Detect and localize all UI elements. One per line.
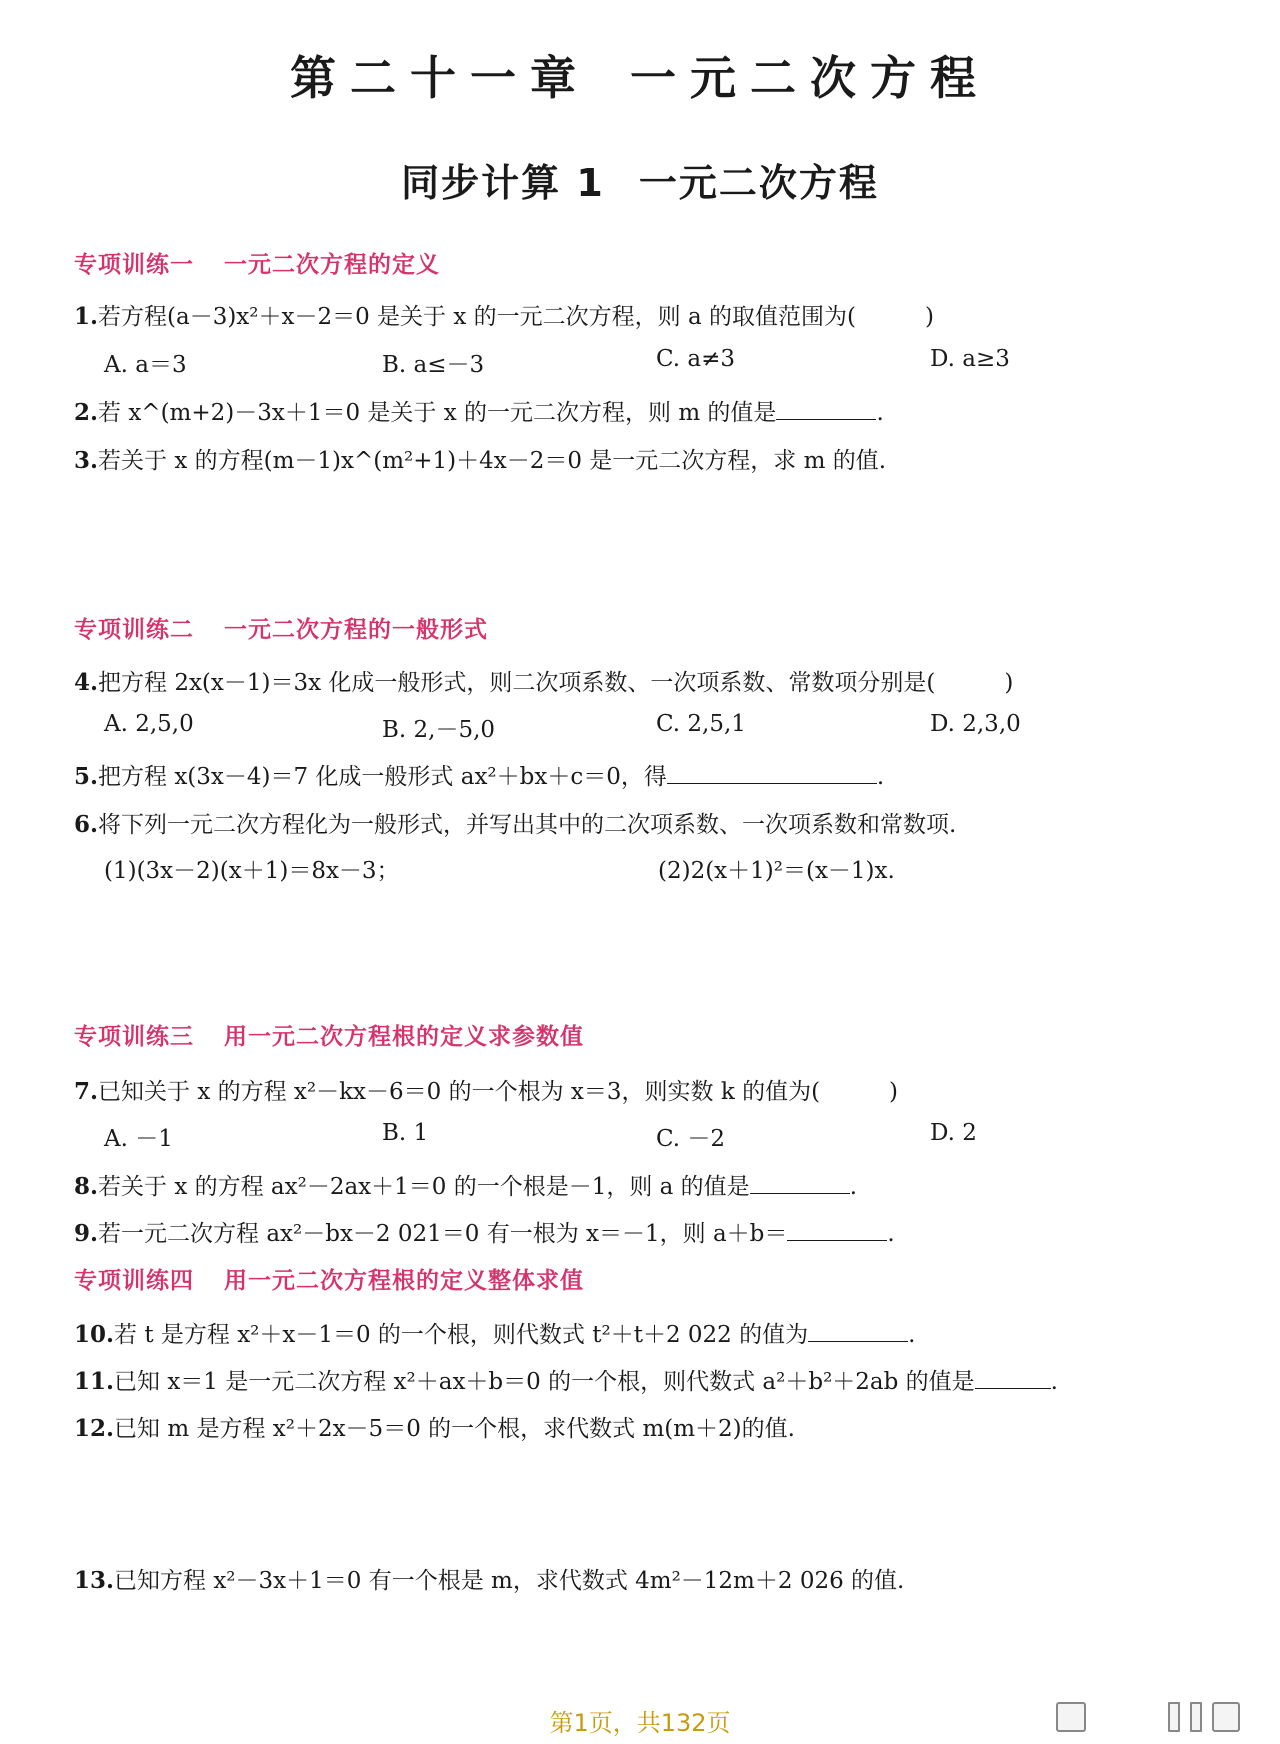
section-title: 用一元二次方程根的定义整体求值	[224, 1268, 584, 1294]
chapter-title	[0, 42, 1280, 108]
viewer-toolbar	[1056, 1698, 1256, 1732]
question-number: 9.	[74, 1220, 99, 1247]
question-number: 4.	[74, 669, 99, 696]
question-4	[74, 664, 1013, 697]
option-b[interactable]: B. a≤－3	[382, 352, 485, 378]
option-d[interactable]: D. 2,3,0	[930, 711, 1021, 737]
question-number: 12.	[74, 1415, 115, 1442]
lesson-title	[0, 152, 1280, 207]
answer-blank[interactable]	[667, 763, 877, 784]
section-label: 专项训练三	[74, 1024, 194, 1050]
option-a[interactable]: A. －1	[104, 1126, 173, 1152]
chapter-name: 一元二次方程	[630, 51, 990, 105]
question-tail: .	[887, 1221, 895, 1247]
page-counter: 第1页，共132页	[549, 1709, 731, 1737]
question-text: 已知 x＝1 是一元二次方程 x²＋ax＋b＝0 的一个根，则代数式 a²＋b²＋2ab 的值是	[114, 1369, 975, 1395]
section-heading-2	[74, 611, 488, 644]
lesson-name: 一元二次方程	[638, 161, 879, 205]
answer-blank[interactable]	[975, 1368, 1051, 1389]
answer-blank[interactable]	[776, 399, 876, 420]
question-8	[74, 1168, 857, 1201]
question-10	[74, 1316, 915, 1349]
option-b[interactable]: B. 2,－5,0	[382, 717, 496, 743]
question-text: 若 t 是方程 x²＋x－1＝0 的一个根，则代数式 t²＋t＋2 022 的值为	[114, 1322, 809, 1348]
section-label: 专项训练二	[74, 617, 194, 643]
question-number: 6.	[74, 811, 99, 838]
lesson-number: 同步计算 1	[401, 161, 605, 205]
answer-blank[interactable]	[750, 1173, 850, 1194]
answer-blank[interactable]	[787, 1220, 887, 1241]
chapter-number: 第二十一章	[290, 51, 590, 105]
question-text: 已知 m 是方程 x²＋2x－5＝0 的一个根，求代数式 m(m＋2)的值.	[114, 1416, 795, 1442]
question-number: 2.	[74, 399, 99, 426]
section-label: 专项训练四	[74, 1268, 194, 1294]
bar-icon[interactable]	[1168, 1702, 1180, 1732]
question-text: 把方程 x(3x－4)＝7 化成一般形式 ax²＋bx＋c＝0，得	[98, 764, 667, 790]
question-number: 1.	[74, 303, 99, 330]
question-text: 已知方程 x²－3x＋1＝0 有一个根是 m，求代数式 4m²－12m＋2 026 的值.	[114, 1568, 905, 1594]
answer-blank[interactable]	[808, 1321, 908, 1342]
question-tail: .	[1050, 1369, 1058, 1395]
section-title: 用一元二次方程根的定义求参数值	[224, 1024, 584, 1050]
option-c[interactable]: C. 2,5,1	[656, 711, 746, 737]
question-text: 把方程 2x(x－1)＝3x 化成一般形式，则二次项系数、一次项系数、常数项分别是( )	[98, 670, 1014, 696]
question-text: 若 x^(m+2)－3x＋1＝0 是关于 x 的一元二次方程，则 m 的值是	[98, 400, 777, 426]
question-tail: .	[876, 764, 885, 790]
question-number: 11.	[74, 1368, 115, 1395]
section-title: 一元二次方程的定义	[224, 252, 440, 278]
section-label: 专项训练一	[74, 252, 194, 278]
option-a[interactable]: A. a＝3	[104, 352, 187, 378]
option-c[interactable]: C. －2	[656, 1126, 726, 1152]
question-6-part-1: (1)(3x－2)(x＋1)＝8x－3；	[104, 858, 400, 884]
question-6	[74, 806, 956, 839]
question-text: 若关于 x 的方程(m－1)x^(m²+1)＋4x－2＝0 是一元二次方程，求 m 的值.	[98, 448, 887, 474]
panel-icon[interactable]	[1212, 1702, 1240, 1732]
question-tail: .	[908, 1322, 916, 1348]
question-text: 若方程(a－3)x²＋x－2＝0 是关于 x 的一元二次方程，则 a 的取值范围为( )	[98, 304, 934, 330]
question-text: 将下列一元二次方程化为一般形式，并写出其中的二次项系数、一次项系数和常数项.	[98, 812, 957, 838]
tablet-icon[interactable]	[1056, 1702, 1086, 1732]
question-tail: .	[876, 400, 884, 426]
question-number: 3.	[74, 447, 99, 474]
option-c[interactable]: C. a≠3	[656, 346, 736, 372]
question-3	[74, 442, 886, 475]
question-number: 5.	[74, 763, 99, 790]
question-9	[74, 1215, 895, 1248]
option-b[interactable]: B. 1	[382, 1120, 429, 1146]
section-heading-3	[74, 1018, 584, 1051]
question-text: 若一元二次方程 ax²－bx－2 021＝0 有一根为 x＝－1，则 a＋b＝	[98, 1221, 788, 1247]
question-7	[74, 1073, 898, 1106]
section-heading-4	[74, 1262, 584, 1295]
question-number: 10.	[74, 1321, 115, 1348]
question-2	[74, 394, 884, 427]
option-d[interactable]: D. a≥3	[930, 346, 1010, 372]
question-6-part-2: (2)2(x＋1)²＝(x－1)x.	[658, 858, 895, 884]
question-1	[74, 298, 934, 331]
section-heading-1	[74, 246, 440, 279]
question-number: 13.	[74, 1567, 115, 1594]
bar-icon[interactable]	[1190, 1702, 1202, 1732]
question-13	[74, 1562, 904, 1595]
question-12	[74, 1410, 795, 1443]
question-11	[74, 1363, 1058, 1396]
option-d[interactable]: D. 2	[930, 1120, 977, 1146]
question-number: 7.	[74, 1078, 99, 1105]
option-a[interactable]: A. 2,5,0	[104, 711, 194, 737]
question-text: 已知关于 x 的方程 x²－kx－6＝0 的一个根为 x＝3，则实数 k 的值为( )	[98, 1079, 899, 1105]
question-text: 若关于 x 的方程 ax²－2ax＋1＝0 的一个根是－1，则 a 的值是	[98, 1174, 750, 1200]
question-tail: .	[849, 1174, 857, 1200]
section-title: 一元二次方程的一般形式	[224, 617, 488, 643]
question-number: 8.	[74, 1173, 99, 1200]
question-5	[74, 758, 884, 791]
